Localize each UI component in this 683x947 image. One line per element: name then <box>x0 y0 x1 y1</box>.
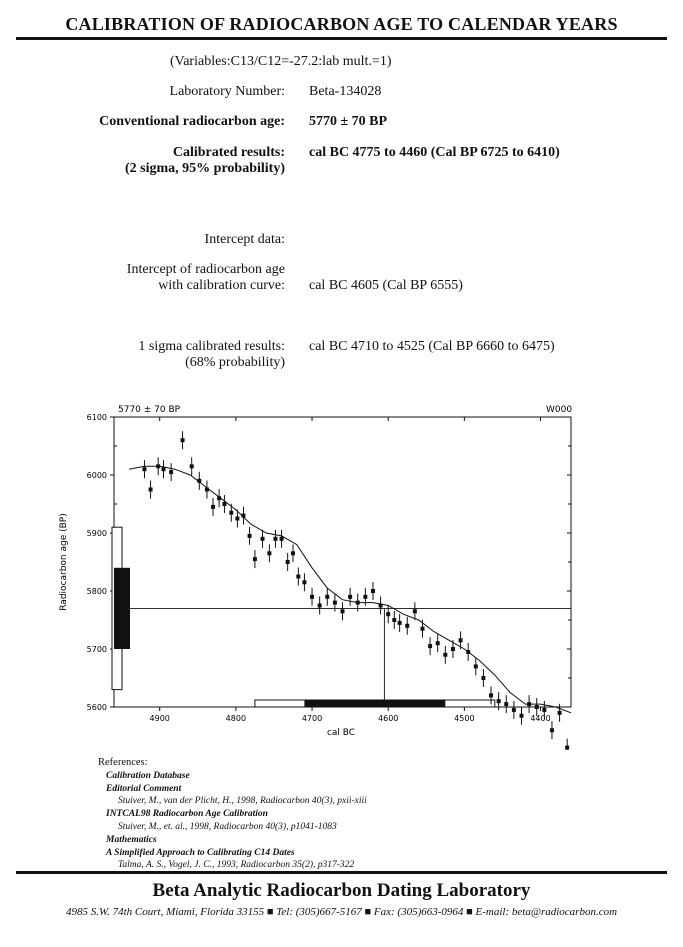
sigma1-value: cal BC 4710 to 4525 (Cal BP 6660 to 6475) <box>309 339 555 354</box>
y-axis-label: Radiocarbon age (BP) <box>59 513 69 611</box>
reference-heading: Mathematics <box>106 834 157 845</box>
title-rule <box>16 37 667 40</box>
data-point <box>222 502 226 506</box>
reference-heading: INTCAL98 Radiocarbon Age Calibration <box>106 809 268 820</box>
x-tick-label: 4700 <box>301 714 323 723</box>
data-point <box>386 612 390 616</box>
y-tick-label: 6000 <box>86 471 107 480</box>
data-point <box>302 580 306 584</box>
data-point <box>420 627 424 631</box>
conventional-age-value: 5770 ± 70 BP <box>309 114 388 129</box>
data-point <box>512 708 516 712</box>
intercept-label-2: with calibration curve: <box>158 278 285 293</box>
reference-heading: Calibration Database <box>106 770 190 781</box>
data-point <box>286 560 290 564</box>
data-point <box>558 711 562 715</box>
footer-address: 4985 S.W. 74th Court, Miami, Florida 33155 ■ Tel: (305)667-5167 ■ Fax: (305)663-0964 ■ E-mail: beta@radiocarbon.com <box>65 906 618 918</box>
data-point <box>162 467 166 471</box>
reference-citation: Stuiver, M., van der Plicht, H., 1998, Radiocarbon 40(3), pxii-xiii <box>118 796 367 807</box>
data-point <box>436 641 440 645</box>
x-tick-label: 4500 <box>454 714 475 723</box>
data-point <box>535 705 539 709</box>
data-point <box>474 664 478 668</box>
data-point <box>325 595 329 599</box>
y-tick-label: 5800 <box>86 587 107 596</box>
sigma1-sub: (68% probability) <box>185 355 285 370</box>
intercept-label-1: Intercept of radiocarbon age <box>126 262 285 277</box>
data-point <box>156 464 160 468</box>
data-point <box>280 537 284 541</box>
x-tick-label: 4900 <box>149 714 170 723</box>
data-point <box>241 514 245 518</box>
data-point <box>497 699 501 703</box>
y-tick-label: 5700 <box>86 645 107 654</box>
reference-citation: Talma, A. S., Vogel, J. C., 1993, Radiocarbon 35(2), p317-322 <box>118 860 355 871</box>
data-point <box>333 601 337 605</box>
calibrated-results-value: cal BC 4775 to 4460 (Cal BP 6725 to 6410) <box>309 145 560 160</box>
x-tick-label: 4800 <box>225 714 247 723</box>
reference-citation: Stuiver, M., et. al., 1998, Radiocarbon 40(3), p1041-1083 <box>118 821 337 832</box>
data-point <box>142 467 146 471</box>
data-point <box>248 534 252 538</box>
data-point <box>190 464 194 468</box>
data-point <box>318 604 322 608</box>
data-point <box>481 676 485 680</box>
data-point <box>405 624 409 628</box>
sigma1-range-bar <box>304 700 445 707</box>
data-point <box>310 595 314 599</box>
lab-number-label: Laboratory Number: <box>169 84 285 99</box>
data-point <box>211 505 215 509</box>
variables-line: (Variables:C13/C12=-27.2:lab mult.=1) <box>170 54 392 69</box>
reference-heading: Editorial Comment <box>106 783 182 794</box>
data-point <box>149 488 153 492</box>
data-point <box>451 647 455 651</box>
conventional-age-label: Conventional radiocarbon age: <box>99 114 285 129</box>
lab-number-value: Beta-134028 <box>309 84 382 99</box>
data-point <box>341 609 345 613</box>
data-point <box>363 595 367 599</box>
data-point <box>197 479 201 483</box>
data-point <box>348 595 352 599</box>
data-point <box>261 537 265 541</box>
data-point <box>504 702 508 706</box>
y-tick-label: 5900 <box>86 529 107 538</box>
calibrated-results-label: Calibrated results: <box>172 145 285 160</box>
intercept-value: cal BC 4605 (Cal BP 6555) <box>309 278 463 293</box>
footer-rule <box>16 871 667 874</box>
chart-corner-label: W000 <box>546 405 573 415</box>
data-point <box>466 650 470 654</box>
data-point <box>356 601 360 605</box>
data-point <box>519 714 523 718</box>
plot-frame <box>114 417 571 707</box>
data-point <box>413 609 417 613</box>
data-point <box>181 438 185 442</box>
sigma1-label: 1 sigma calibrated results: <box>138 339 285 354</box>
reference-heading: A Simplified Approach to Calibrating C14 Dates <box>106 847 295 858</box>
y-tick-label: 6100 <box>86 413 107 422</box>
references-title: References: <box>98 757 148 768</box>
chart-plot-area <box>87 413 571 750</box>
calibrated-results-sub: (2 sigma, 95% probability) <box>125 161 285 176</box>
data-point <box>169 470 173 474</box>
footer-lab-name: Beta Analytic Radiocarbon Dating Laboratory <box>152 880 531 901</box>
data-point <box>273 537 277 541</box>
data-point <box>565 746 569 750</box>
data-point <box>296 575 300 579</box>
data-point <box>267 551 271 555</box>
data-point <box>428 644 432 648</box>
data-point <box>392 618 396 622</box>
data-point <box>443 653 447 657</box>
data-point <box>379 604 383 608</box>
references <box>98 757 367 872</box>
intercept-data-label: Intercept data: <box>204 232 285 247</box>
page-title: CALIBRATION OF RADIOCARBON AGE TO CALENDAR YEARS <box>65 14 618 34</box>
x-axis-label: cal BC <box>326 728 356 738</box>
data-point <box>205 488 209 492</box>
data-point <box>235 517 239 521</box>
data-point <box>550 728 554 732</box>
data-point <box>398 621 402 625</box>
data-point <box>217 496 221 500</box>
y-tick-label: 5600 <box>86 703 107 712</box>
calibration-chart <box>0 395 683 750</box>
data-point <box>291 551 295 555</box>
data-point <box>253 557 257 561</box>
data-point <box>542 708 546 712</box>
chart-title: 5770 ± 70 BP <box>118 405 181 415</box>
data-point <box>229 511 233 515</box>
data-point <box>527 702 531 706</box>
data-point <box>459 638 463 642</box>
x-tick-label: 4600 <box>378 714 399 723</box>
x-tick-label: 4400 <box>530 714 551 723</box>
data-point <box>371 589 375 593</box>
data-point <box>489 693 493 697</box>
